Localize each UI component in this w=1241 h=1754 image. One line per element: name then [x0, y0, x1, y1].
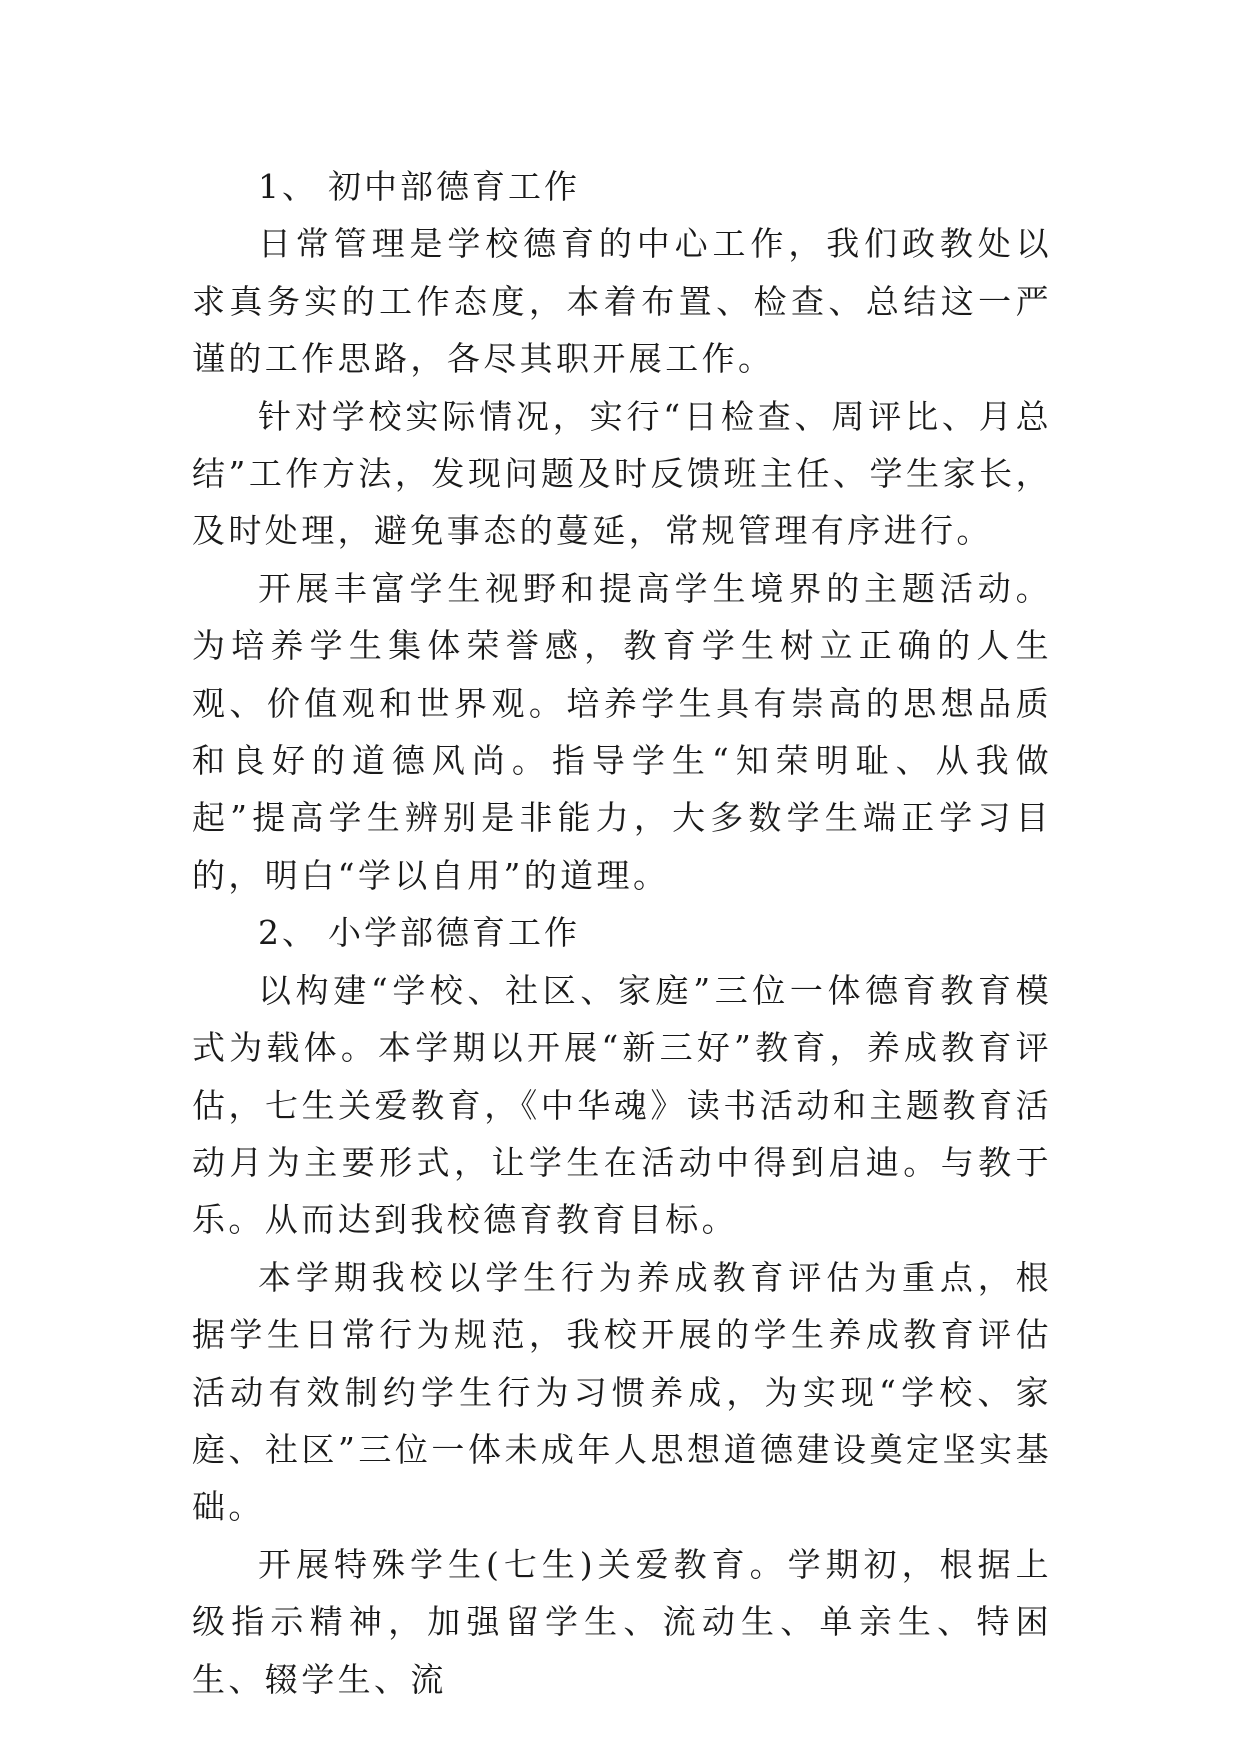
section-title: 小学部德育工作 [328, 913, 580, 953]
section-heading-1 [192, 158, 1052, 215]
paragraph: 以构建“学校、社区、家庭”三位一体德育教育模式为载体。本学期以开展“新三好”教育，养成教育评估，七生关爱教育，《中华魂》读书活动和主题教育活动月为主要形式，让学生在活动中得到启迪。与教于乐。从而达到我校德育教育目标。 [192, 970, 1052, 1240]
paragraph: 针对学校实际情况，实行“日检查、周评比、月总结”工作方法，发现问题及时反馈班主任、学生家长，及时处理，避免事态的蔓延，常规管理有序进行。 [192, 396, 1052, 551]
paragraph: 开展丰富学生视野和提高学生境界的主题活动。为培养学生集体荣誉感，教育学生树立正确的人生观、价值观和世界观。培养学生具有崇高的思想品质和良好的道德风尚。指导学生“知荣明耻、从我做起”提高学生辨别是非能力，大多数学生端正学习目的，明白“学以自用”的道理。 [192, 568, 1052, 895]
section-number: 1、 [258, 167, 318, 206]
document-body [192, 158, 1052, 1708]
paragraph: 日常管理是学校德育的中心工作，我们政教处以求真务实的工作态度，本着布置、检查、总结这一严谨的工作思路，各尽其职开展工作。 [192, 224, 1052, 379]
paragraph: 本学期我校以学生行为养成教育评估为重点，根据学生日常行为规范，我校开展的学生养成教育评估活动有效制约学生行为习惯养成，为实现“学校、家庭、社区”三位一体未成年人思想道德建设奠定坚实基础。 [192, 1257, 1052, 1527]
section-number: 2、 [258, 913, 318, 953]
paragraph: 开展特殊学生(七生)关爱教育。学期初，根据上级指示精神，加强留学生、流动生、单亲生、特困生、辍学生、流 [192, 1544, 1052, 1699]
section-heading-2 [192, 904, 1052, 961]
section-title: 初中部德育工作 [328, 167, 580, 206]
